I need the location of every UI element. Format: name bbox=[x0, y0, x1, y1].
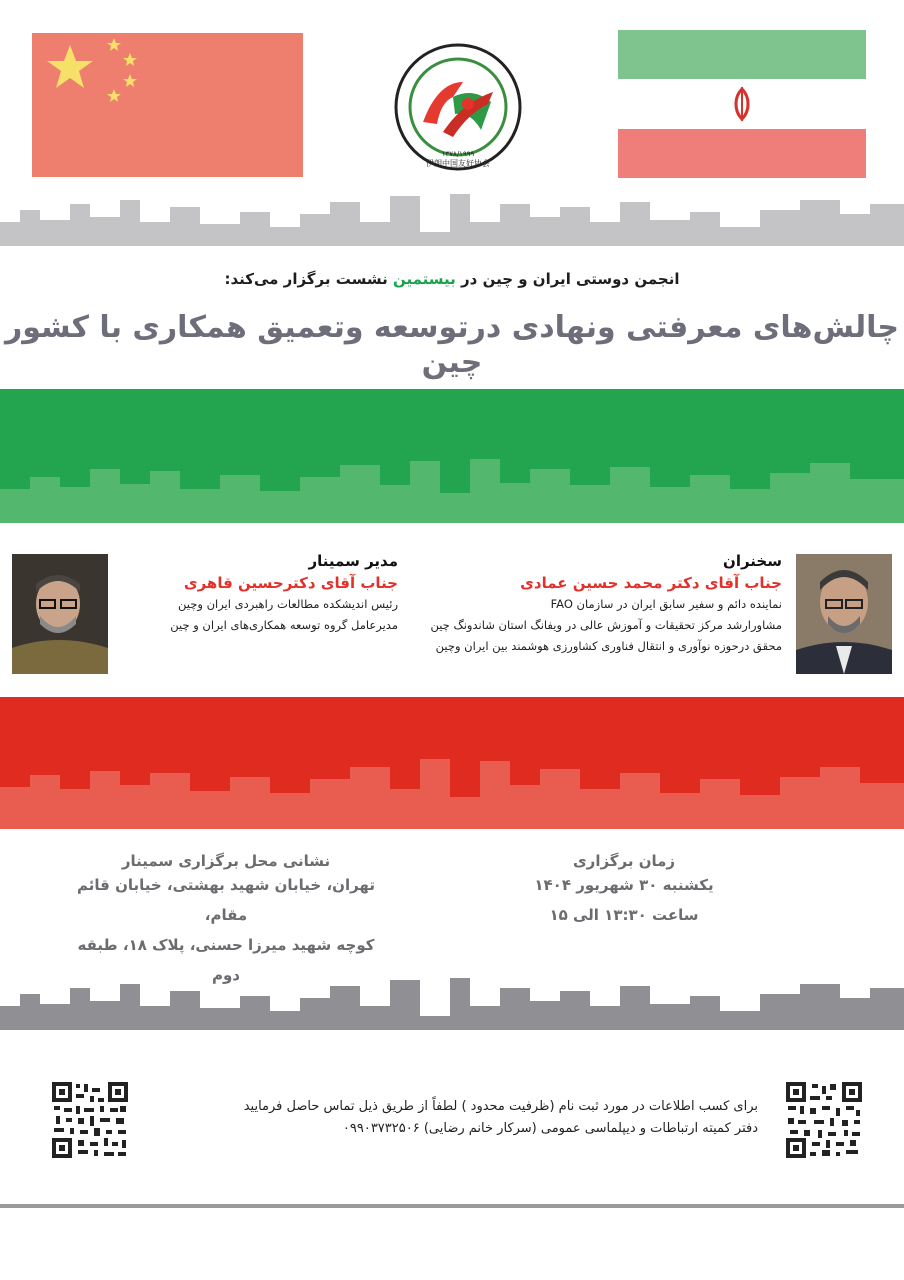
time-heading: زمان برگزاری bbox=[572, 852, 676, 870]
qr-code-right[interactable] bbox=[784, 1080, 864, 1160]
moderator-photo bbox=[12, 554, 108, 674]
subtitle-after: نشست برگزار می‌کند: bbox=[224, 270, 388, 288]
event-subtitle bbox=[0, 270, 904, 288]
contact-line-2: دفتر کمیته ارتباطات و دیپلماسی عمومی (سرکار خانم رضایی) ۰۹۹۰۳۷۳۲۵۰۶ bbox=[342, 1121, 758, 1136]
red-band bbox=[0, 697, 904, 829]
association-logo bbox=[393, 42, 523, 172]
address-block bbox=[66, 852, 386, 990]
moderator-line-2: مدیرعامل گروه توسعه همکاری‌های ایران و چین bbox=[170, 618, 398, 632]
moderator-line-1: رئیس اندیشکده مطالعات راهبردی ایران وچین bbox=[178, 597, 398, 611]
speaker-block bbox=[362, 552, 782, 657]
green-band bbox=[0, 389, 904, 523]
skyline-top bbox=[0, 192, 904, 246]
address-line-2: کوچه شهید میرزا حسنی، پلاک ۱۸، طبقه دوم bbox=[77, 936, 375, 984]
contact-block bbox=[138, 1096, 758, 1140]
moderator-name: جناب آقای دکترحسین قاهری bbox=[183, 574, 398, 592]
time-block bbox=[494, 852, 754, 930]
moderator-block bbox=[98, 552, 398, 636]
event-title: چالش‌های معرفتی ونهادی درتوسعه وتعمیق همکاری با کشور چین bbox=[4, 310, 900, 380]
iran-emblem-icon bbox=[618, 79, 866, 129]
subtitle-highlight: بیستمین bbox=[392, 270, 456, 288]
qr-pattern-right bbox=[784, 1080, 864, 1160]
speaker-line-2: مشاورارشد مرکز تحقیقات و آموزش عالی در ویفانگ استان شاندونگ چین bbox=[430, 618, 782, 632]
time-hours: ساعت ۱۳:۳۰ الی ۱۵ bbox=[549, 906, 699, 924]
speaker-photo bbox=[796, 554, 892, 674]
speaker-line-1: نماینده دائم و سفیر سابق ایران در سازمان FAO bbox=[550, 597, 782, 611]
logo-dates: ۱۳۷۸/۱۹۹۹ bbox=[441, 150, 475, 158]
address-line-1: تهران، خیابان شهید بهشتی، خیابان قائم مقام، bbox=[77, 876, 375, 924]
time-date: یکشنبه ۳۰ شهریور ۱۴۰۴ bbox=[534, 876, 714, 894]
speaker-line-3: محقق درحوزه نوآوری و انتقال فناوری کشاورزی هوشمند بین ایران وچین bbox=[435, 639, 782, 653]
contact-line-1: برای کسب اطلاعات در مورد ثبت نام (ظرفیت محدود ) لطفاً از طریق ذیل تماس حاصل فرمایید bbox=[243, 1099, 758, 1114]
qr-code-left[interactable] bbox=[50, 1080, 130, 1160]
address-heading: نشانی محل برگزاری سمینار bbox=[121, 852, 331, 870]
moderator-heading: مدیر سمینار bbox=[308, 552, 398, 570]
iran-flag bbox=[618, 30, 866, 178]
bottom-divider bbox=[0, 1204, 904, 1208]
skyline-bottom bbox=[0, 976, 904, 1030]
china-flag bbox=[32, 33, 303, 177]
qr-pattern-left bbox=[50, 1080, 130, 1160]
logo-bottom-text: 伊朗中国友好协会 bbox=[426, 159, 490, 168]
speaker-name: جناب آقای دکتر محمد حسین عمادی bbox=[520, 574, 782, 592]
subtitle-before: انجمن دوستی ایران و چین در bbox=[461, 270, 680, 288]
speaker-heading: سخنران bbox=[723, 552, 782, 570]
china-flag-stars bbox=[32, 33, 303, 177]
